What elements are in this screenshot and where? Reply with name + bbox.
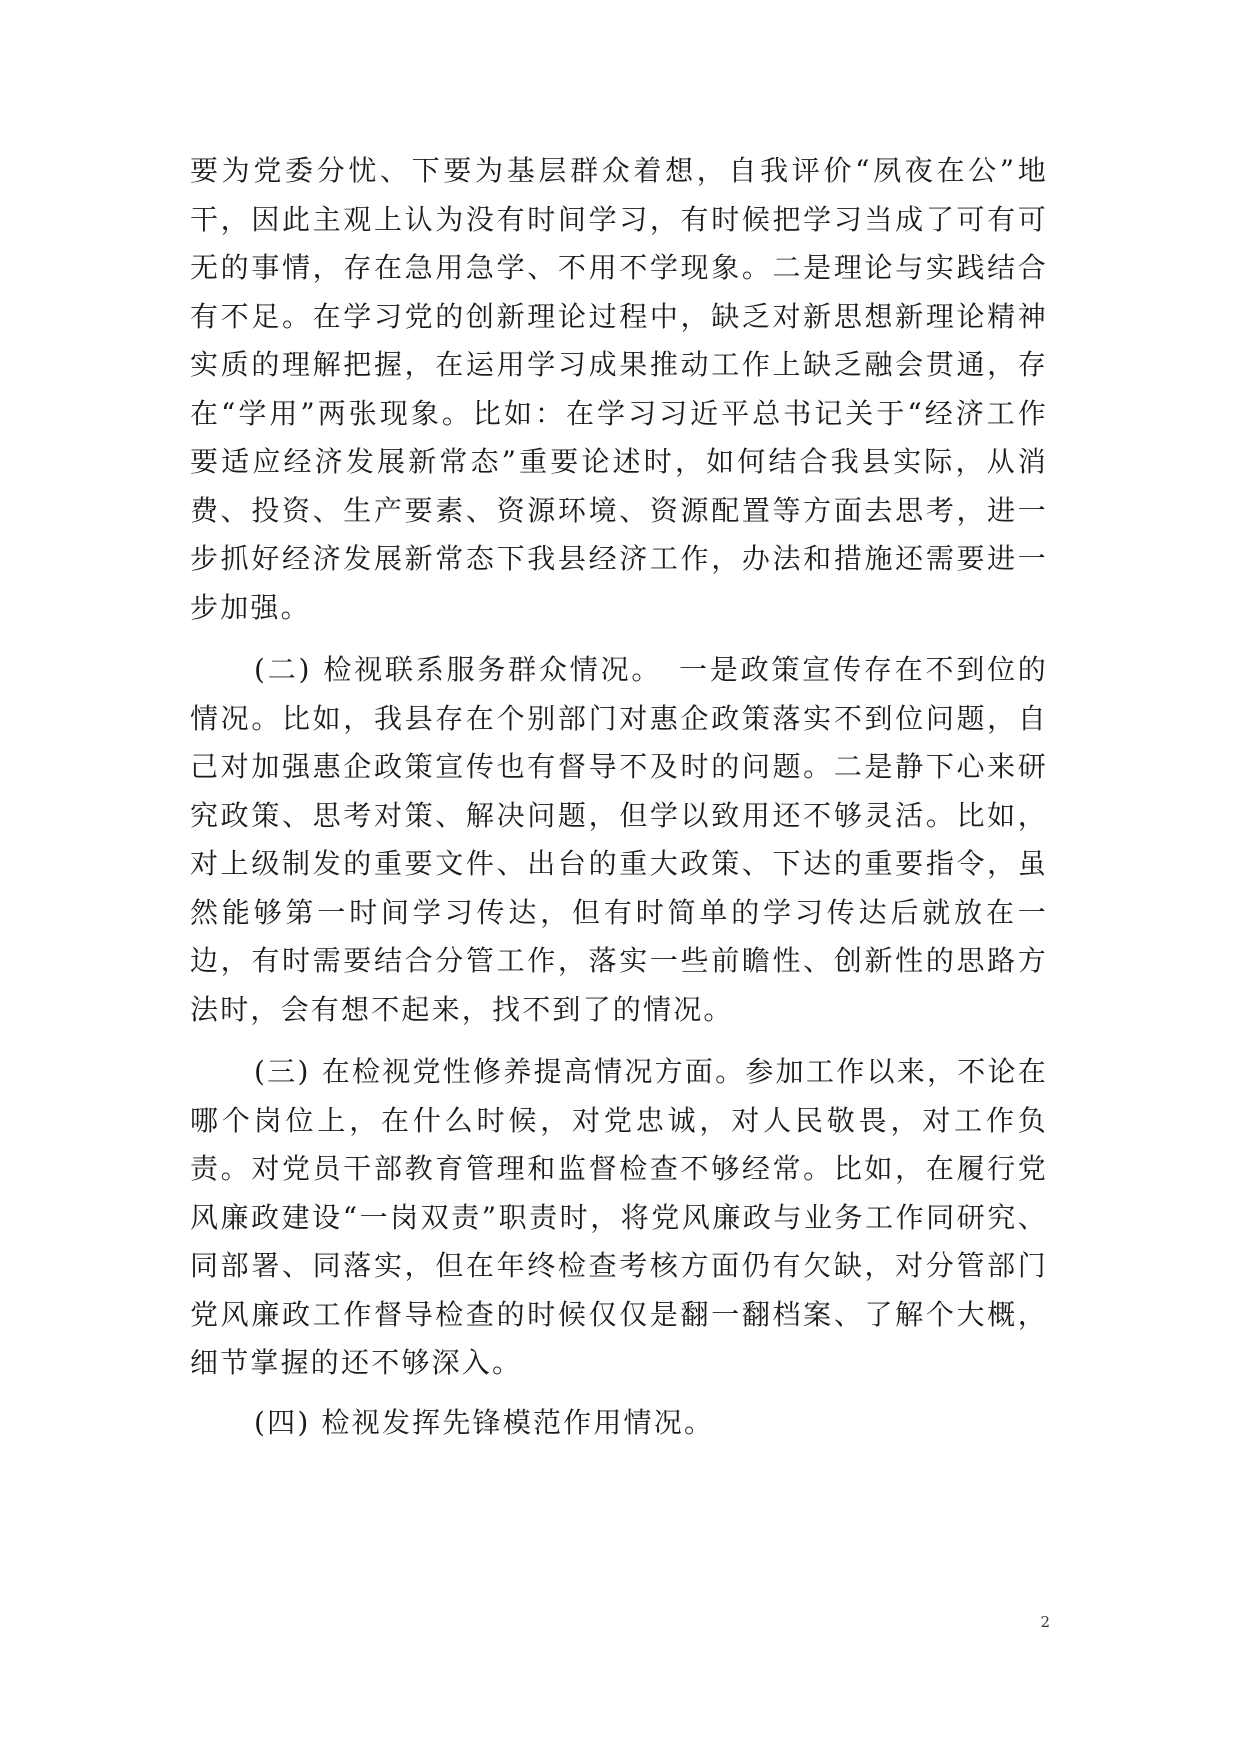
paragraph-section-4: (四) 检视发挥先锋模范作用情况。 <box>254 1405 715 1439</box>
paragraph-section-3: (三) 在检视党性修养提高情况方面。参加工作以来，不论在哪个岗位上，在什么时候，对党忠诚，对人民敬畏，对工作负责。对党员干部教育管理和监督检查不够经常。比如，在履行党风廉政建设“一岗双责”职责时，将党风廉政与业务工作同研究、同部署、同落实，但在年终检查考核方面仍有欠缺，对分管部门党风廉政工作督导检查的时候仅仅是翻一翻档案、了解个大概，细节掌握的还不够深入。 <box>190 1055 1048 1379</box>
page-number: 2 <box>1040 1613 1050 1631</box>
paragraph-section-2: (二) 检视联系服务群众情况。 一是政策宣传存在不到位的情况。比如，我县存在个别部门对惠企政策落实不到位问题，自己对加强惠企政策宣传也有督导不及时的问题。二是静下心来研究政策、思考对策、解决问题，但学以致用还不够灵活。比如，对上级制发的重要文件、出台的重大政策、下达的重要指令，虽然能够第一时间学习传达，但有时简单的学习传达后就放在一边，有时需要结合分管工作，落实一些前瞻性、创新性的思路方法时，会有想不起来，找不到了的情况。 <box>190 653 1048 1026</box>
paragraph-continuation: 要为党委分忧、下要为基层群众着想，自我评价“夙夜在公”地干，因此主观上认为没有时间学习，有时候把学习当成了可有可无的事情，存在急用急学、不用不学现象。二是理论与实践结合有不足。在学习党的创新理论过程中，缺乏对新思想新理论精神实质的理解把握，在运用学习成果推动工作上缺乏融会贯通，存在“学用”两张现象。比如：在学习习近平总书记关于“经济工作要适应经济发展新常态”重要论述时，如何结合我县实际，从消费、投资、生产要素、资源环境、资源配置等方面去思考，进一步抓好经济发展新常态下我县经济工作，办法和措施还需要进一步加强。 <box>190 154 1048 624</box>
document-body <box>190 147 1048 1447</box>
